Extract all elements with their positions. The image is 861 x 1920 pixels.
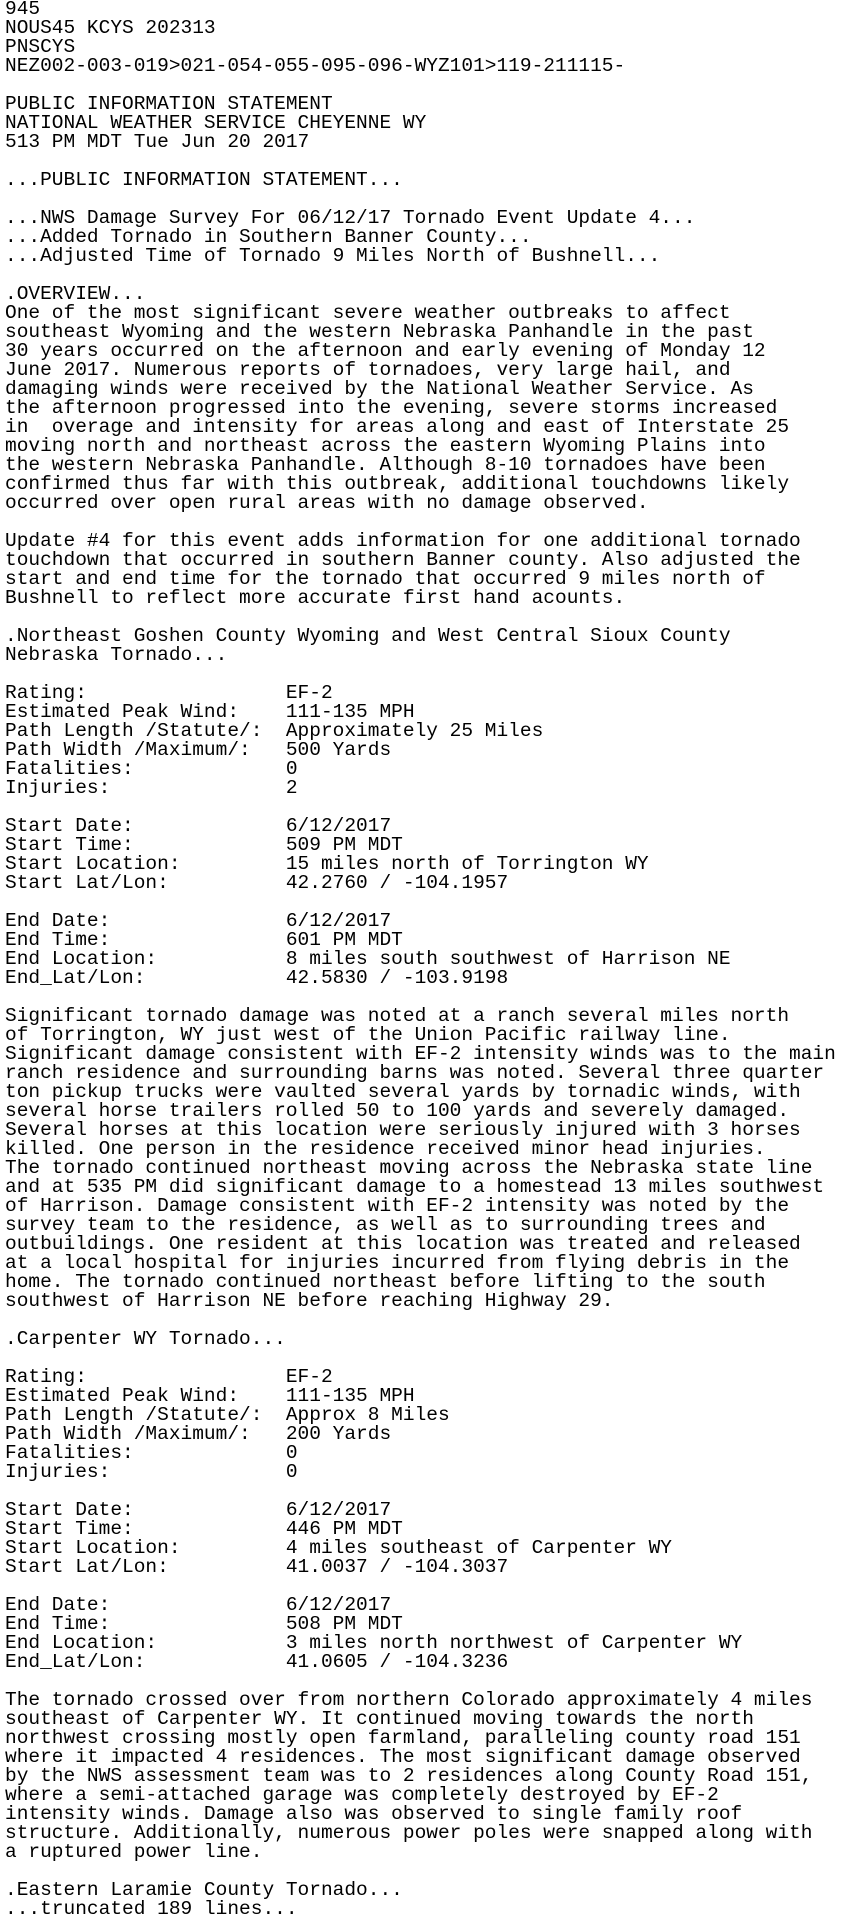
text-line: ton pickup trucks were vaulted several yards by tornadic winds, with [5, 1081, 801, 1103]
text-line: ranch residence and surrounding barns was noted. Several three quarter [5, 1062, 825, 1084]
text-line: in overage and intensity for areas along and east of Interstate 25 [5, 416, 790, 438]
text-line: Significant damage consistent with EF-2 intensity winds was to the main [5, 1043, 836, 1065]
text-line: End_Lat/Lon: 42.5830 / -103.9198 [5, 967, 509, 989]
text-line: End Date: 6/12/2017 [5, 1594, 392, 1616]
text-line: the afternoon progressed into the evening, severe storms increased [5, 397, 778, 419]
text-line: southeast Wyoming and the western Nebraska Panhandle in the past [5, 321, 754, 343]
text-line: Several horses at this location were seriously injured with 3 horses [5, 1119, 801, 1141]
text-line: ...PUBLIC INFORMATION STATEMENT... [5, 169, 403, 191]
text-line: the western Nebraska Panhandle. Although 8-10 tornadoes have been [5, 454, 766, 476]
text-line: outbuildings. One resident at this location was treated and released [5, 1233, 801, 1255]
text-line: Update #4 for this event adds information for one additional tornado [5, 530, 801, 552]
text-line: moving north and northeast across the eastern Wyoming Plains into [5, 435, 766, 457]
text-line: 30 years occurred on the afternoon and early evening of Monday 12 [5, 340, 766, 362]
text-line: Injuries: 0 [5, 1461, 298, 1483]
text-line: home. The tornado continued northeast before lifting to the south [5, 1271, 766, 1293]
text-line: Significant tornado damage was noted at a ranch several miles north [5, 1005, 790, 1027]
text-line: Start Time: 446 PM MDT [5, 1518, 403, 1540]
text-line: 513 PM MDT Tue Jun 20 2017 [5, 131, 310, 153]
text-line: survey team to the residence, as well as to surrounding trees and [5, 1214, 766, 1236]
text-line: where a semi-attached garage was completely destroyed by EF-2 [5, 1784, 719, 1806]
text-line: Estimated Peak Wind: 111-135 MPH [5, 701, 415, 723]
text-line: One of the most significant severe weather outbreaks to affect [5, 302, 731, 324]
text-line: End Location: 8 miles south southwest of Harrison NE [5, 948, 731, 970]
text-line: End Date: 6/12/2017 [5, 910, 392, 932]
text-line: NEZ002-003-019>021-054-055-095-096-WYZ101>119-211115- [5, 55, 626, 77]
text-line: of Torrington, WY just west of the Union Pacific railway line. [5, 1024, 731, 1046]
text-line: Start Location: 4 miles southeast of Carpenter WY [5, 1537, 673, 1559]
text-line: Start Date: 6/12/2017 [5, 815, 392, 837]
text-line: intensity winds. Damage also was observed to single family roof [5, 1803, 743, 1825]
text-line: The tornado crossed over from northern Colorado approximately 4 miles [5, 1689, 813, 1711]
text-line: Start Date: 6/12/2017 [5, 1499, 392, 1521]
text-line: start and end time for the tornado that occurred 9 miles north of [5, 568, 766, 590]
text-line: Start Time: 509 PM MDT [5, 834, 403, 856]
text-line: and at 535 PM did significant damage to a homestead 13 miles southwest [5, 1176, 825, 1198]
text-line: Bushnell to reflect more accurate first hand acounts. [5, 587, 626, 609]
text-line: damaging winds were received by the National Weather Service. As [5, 378, 754, 400]
text-line: Rating: EF-2 [5, 1366, 333, 1388]
text-line: a ruptured power line. [5, 1841, 263, 1863]
text-line: Fatalities: 0 [5, 1442, 298, 1464]
text-line: occurred over open rural areas with no damage observed. [5, 492, 649, 514]
text-line: .OVERVIEW... [5, 283, 146, 305]
text-line: touchdown that occurred in southern Banner county. Also adjusted the [5, 549, 801, 571]
text-line: of Harrison. Damage consistent with EF-2 intensity was noted by the [5, 1195, 790, 1217]
text-line: Nebraska Tornado... [5, 644, 228, 666]
text-line: .Eastern Laramie County Tornado... [5, 1879, 403, 1901]
text-line: NATIONAL WEATHER SERVICE CHEYENNE WY [5, 112, 427, 134]
text-line: End Time: 601 PM MDT [5, 929, 403, 951]
text-line: Fatalities: 0 [5, 758, 298, 780]
text-line: .Carpenter WY Tornado... [5, 1328, 286, 1350]
text-line: PNSCYS [5, 36, 76, 58]
text-line: End_Lat/Lon: 41.0605 / -104.3236 [5, 1651, 509, 1673]
text-line: at a local hospital for injuries incurred from flying debris in the [5, 1252, 790, 1274]
text-line: Injuries: 2 [5, 777, 298, 799]
text-line: southwest of Harrison NE before reaching Highway 29. [5, 1290, 614, 1312]
text-line: 945 [5, 0, 41, 20]
text-line: Start Lat/Lon: 41.0037 / -104.3037 [5, 1556, 509, 1578]
text-line: Path Width /Maximum/: 500 Yards [5, 739, 392, 761]
text-line: End Location: 3 miles north northwest of Carpenter WY [5, 1632, 743, 1654]
text-line: Path Width /Maximum/: 200 Yards [5, 1423, 392, 1445]
text-line: where it impacted 4 residences. The most significant damage observed [5, 1746, 801, 1768]
text-line: End Time: 508 PM MDT [5, 1613, 403, 1635]
text-line: PUBLIC INFORMATION STATEMENT [5, 93, 333, 115]
text-line: ...Added Tornado in Southern Banner County... [5, 226, 532, 248]
text-line: structure. Additionally, numerous power poles were snapped along with [5, 1822, 813, 1844]
text-line: killed. One person in the residence received minor head injuries. [5, 1138, 766, 1160]
text-line: ...NWS Damage Survey For 06/12/17 Tornado Event Update 4... [5, 207, 696, 229]
text-line: confirmed thus far with this outbreak, additional touchdowns likely [5, 473, 790, 495]
text-line: northwest crossing mostly open farmland, paralleling county road 151 [5, 1727, 801, 1749]
text-line: Path Length /Statute/: Approximately 25 Miles [5, 720, 544, 742]
text-line: Start Lat/Lon: 42.2760 / -104.1957 [5, 872, 509, 894]
text-line: Rating: EF-2 [5, 682, 333, 704]
text-line: by the NWS assessment team was to 2 residences along County Road 151, [5, 1765, 813, 1787]
text-line: southeast of Carpenter WY. It continued moving towards the north [5, 1708, 754, 1730]
text-line: The tornado continued northeast moving across the Nebraska state line [5, 1157, 813, 1179]
text-line: ...Adjusted Time of Tornado 9 Miles North of Bushnell... [5, 245, 661, 267]
text-line: NOUS45 KCYS 202313 [5, 17, 216, 39]
text-line: ...truncated 189 lines... [5, 1898, 298, 1920]
text-line: several horse trailers rolled 50 to 100 yards and severely damaged. [5, 1100, 790, 1122]
text-line: .Northeast Goshen County Wyoming and West Central Sioux County [5, 625, 731, 647]
text-line: June 2017. Numerous reports of tornadoes, very large hail, and [5, 359, 731, 381]
text-line: Start Location: 15 miles north of Torrington WY [5, 853, 649, 875]
text-line: Estimated Peak Wind: 111-135 MPH [5, 1385, 415, 1407]
text-line: Path Length /Statute/: Approx 8 Miles [5, 1404, 450, 1426]
